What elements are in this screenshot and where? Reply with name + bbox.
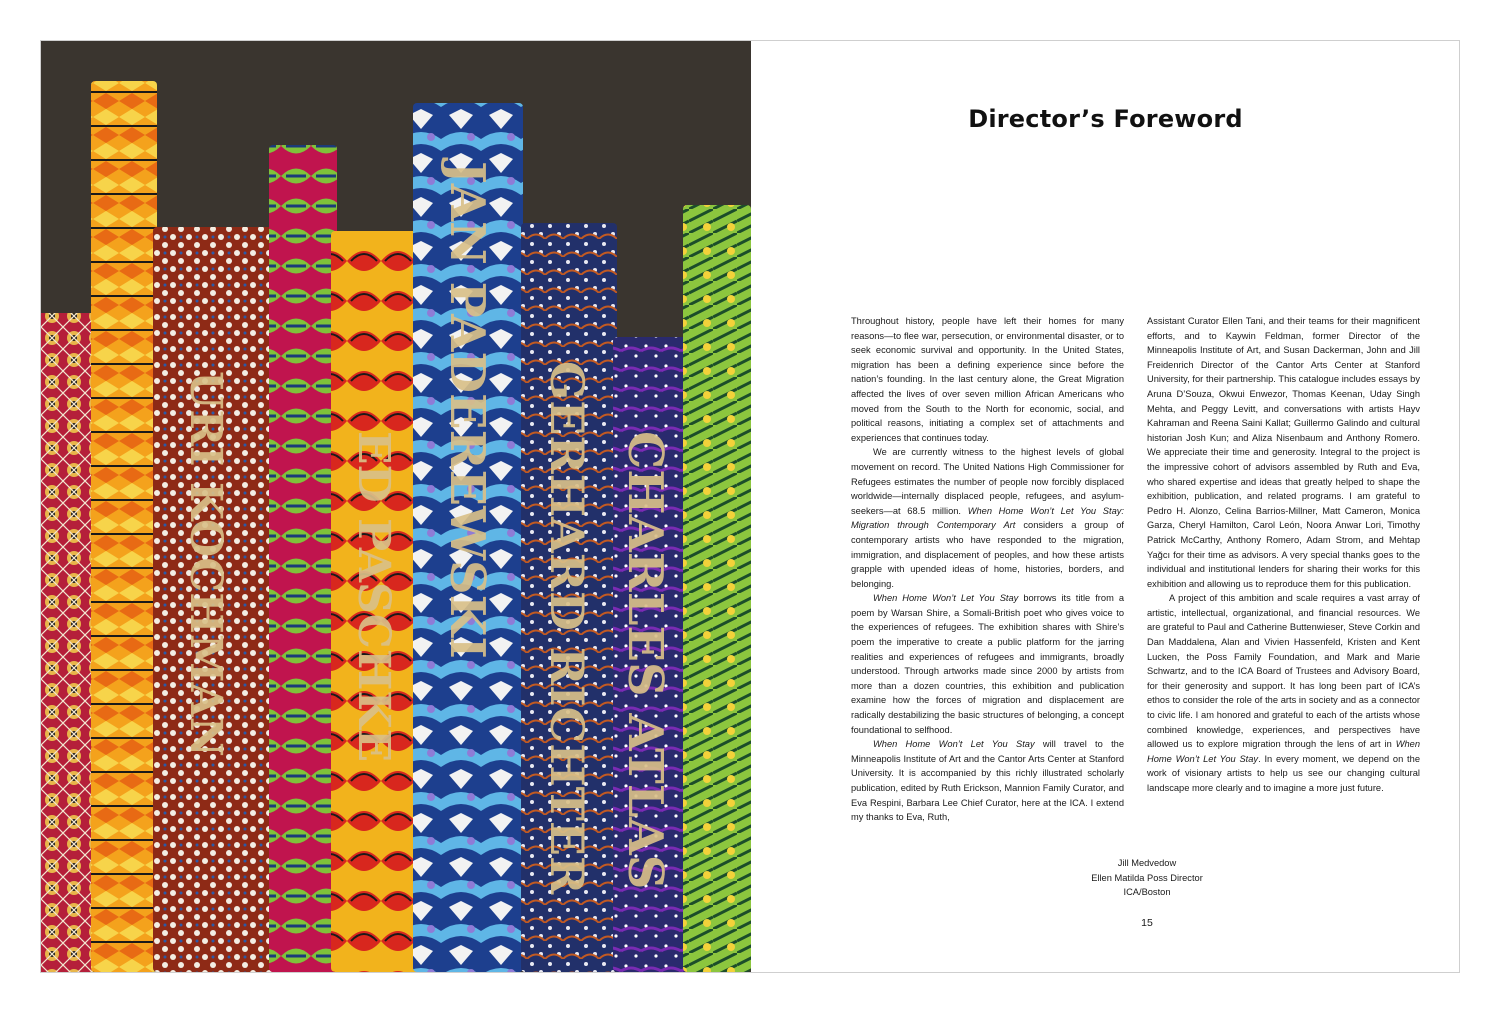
spine-title-charles: CHARLES ATLAS <box>617 431 673 890</box>
book-spines-illustration <box>41 41 751 972</box>
page-number: 15 <box>1141 917 1153 929</box>
paragraph: Assistant Curator Ellen Tani, and their teams for their magnificent efforts, and to Kaywin Feldman, former Director of the Minneapolis Institute of Art, and Susan Dackerman, John and Jill Freidenrich Director of the Cantor Arts Center at Stanford University, for their partnership. This catalogue includes essays by Aruna D’Souza, Okwui Enwezor, Thomas Keenan, Uday Singh Mehta, and Peggy Levitt, and conversations with artists Hayv Kahraman and Reena Saini Kallat; Guillermo Galindo and cultural historian Josh Kun; and Aliza Nisenbaum and Anthony Romero. We appreciate their time and generosity. Integral to the project is the impressive cohort of advisors assembled by Ruth and Eva, who shared expertise and ideas that greatly helped to shape the exhibition, publication, and related programs. I am grateful to Pedro H. Alonzo, Celina Barrios-Millner, Matt Cameron, Monica Garza, Cheryl Hamilton, Carol León, Noora Anwar Lori, Timothy Patrick McCarthy, Anthony Romero, Adam Strom, and Mehtap Yağcı for their time as advisors. A very special thanks goes to the individual and institutional lenders for sharing their works for this exhibition and allowing us to reproduce them for this publication. <box>1147 316 1420 589</box>
book-4 <box>269 145 337 972</box>
paragraph: When Home Won’t Let You Stay will travel to the Minneapolis Institute of Art and the Cantor Arts Center at Stanford University. It is accompanied by this richly illustrated scholarly publication, edited by Ruth Erickson, Mannion Family Curator, and Eva Respini, Barbara Lee Chief Curator, here at the ICA. I extend my thanks to Eva, Ruth, <box>851 739 1124 823</box>
book-1 <box>41 313 93 972</box>
paragraph: We are currently witness to the highest levels of global movement on record. The United Nations High Commissioner for Refugees estimates the number of people now forcibly displaced worldwide—internally displaced people, refugees, and asylum-seekers—at 68.5 million. When Home Won’t Let You Stay: Migration through Contemporary Art considers a group of contemporary artists who have responded to the migration, immigration, and displacement of peoples, and how these artists grapple with upended ideas of home, histories, borders, and belonging. <box>851 447 1124 589</box>
signature-block <box>1002 856 1292 900</box>
spine-title-gerhard: GERHARD RICHTER <box>540 361 594 895</box>
spine-title-ed: ED PASCHKE <box>348 431 399 763</box>
signature-role: Ellen Matilda Poss Director <box>1091 872 1203 883</box>
spine-title-jan: JAN PADEREWSKI <box>439 161 495 659</box>
paragraph: A project of this ambition and scale requires a vast array of artistic, intellectual, organizational, and financial resources. We are grateful to Paul and Catherine Buttenwieser, Steve Corkin and Dan Maddalena, Alan and Vivien Hassenfeld, Kristen and Kent Lucken, the Poss Family Foundation, and Mark and Marie Schwartz, and to the ICA Board of Trustees and Advisory Board, for their generosity and support. It has long been part of ICA’s ethos to consider the role of the arts in society and as a connector to civic life. I am honored and grateful to each of the artists whose combined knowledge, experiences, and perspectives have allowed us to explore migration through the lens of art in When Home Won’t Let You Stay. In every moment, we depend on the work of visionary artists to help us see our changing cultural landscape more clearly and to imagine a more just future. <box>1147 593 1420 793</box>
spine-title-uri: URI KOCHMAN <box>180 371 231 757</box>
foreword-page <box>752 41 1459 972</box>
text-column-right <box>1147 314 1420 796</box>
signature-org: ICA/Boston <box>1123 887 1171 898</box>
book-spread <box>40 40 1460 973</box>
book-spines-photo <box>41 41 751 972</box>
page-title: Director’s Foreword <box>968 105 1243 133</box>
book-2 <box>91 81 157 972</box>
paragraph: Throughout history, people have left their homes for many reasons—to flee war, persecution, or environmental disaster, or to seek economic survival and opportunity. In the United States, migration has been a defining experience since before the nation’s founding. In the last century alone, the Great Migration affected the lives of over seven million African Americans who moved from the South to the North for economic, social, and political reasons, initiating a complex set of attachments and experiences that continues today. <box>851 316 1124 443</box>
text-column-left <box>851 314 1124 825</box>
paragraph: When Home Won’t Let You Stay borrows its title from a poem by Warsan Shire, a Somali-British poet who gives voice to the experiences of refugees. The exhibition shares with Shire’s poem the imperative to create a public platform for the jarring realities and experiences of refugees and immigrants, broadly understood. Through artworks made since 2000 by artists from more than a dozen countries, this exhibition and publication examine how the forces of migration and displacement are radically destabilizing the basic structures of belonging, a concept foundational to selfhood. <box>851 593 1125 735</box>
book-9 <box>683 205 751 972</box>
signature-name: Jill Medvedow <box>1117 858 1177 868</box>
